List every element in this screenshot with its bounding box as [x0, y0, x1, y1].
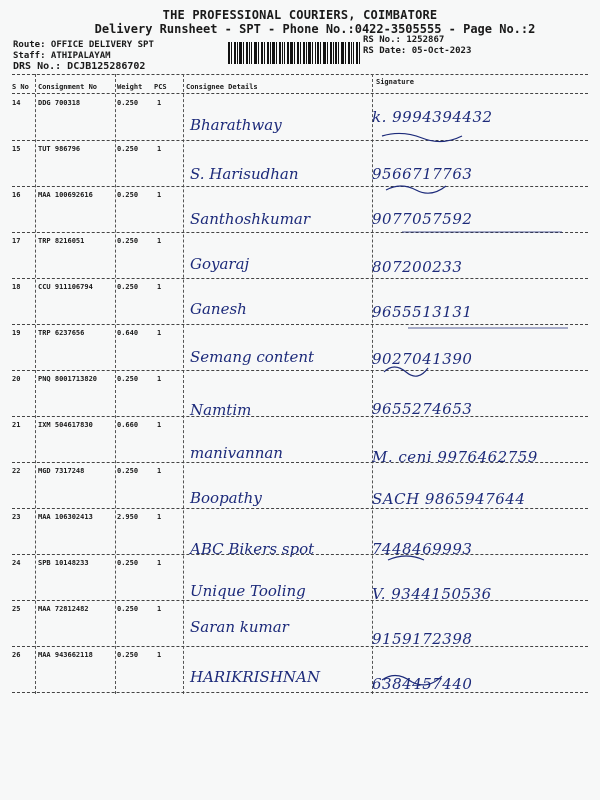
col-signature: Signature	[376, 78, 414, 86]
handwritten-signature: 9027041390	[372, 350, 473, 368]
row-sno: 20	[12, 375, 21, 383]
handwritten-consignee: Santhoshkumar	[190, 210, 311, 228]
handwritten-consignee: Unique Tooling	[190, 582, 306, 600]
row-pcs: 1	[157, 375, 162, 383]
row-consignment: MAA 72812482	[38, 605, 89, 613]
row-pcs: 1	[157, 237, 162, 245]
row-weight: 0.660	[117, 421, 139, 429]
row-weight: 0.250	[117, 375, 139, 383]
row-sno: 14	[12, 99, 21, 107]
row-consignment: TUT 986796	[38, 145, 81, 153]
row-pcs: 1	[157, 99, 162, 107]
handwritten-signature: V. 9344150536	[372, 585, 492, 603]
row-weight: 0.250	[117, 283, 139, 291]
row-consignment: TRP 8216051	[38, 237, 85, 245]
handwritten-signature: 9566717763	[372, 165, 473, 183]
handwritten-consignee: Semang content	[190, 348, 315, 366]
row-sno: 25	[12, 605, 21, 613]
handwritten-signature: M. ceni 9976462759	[372, 448, 538, 466]
handwritten-consignee: Ganesh	[190, 300, 247, 318]
row-sno: 23	[12, 513, 21, 521]
row-pcs: 1	[157, 467, 162, 475]
row-pcs: 1	[157, 283, 162, 291]
row-weight: 0.250	[117, 145, 139, 153]
handwritten-consignee: Saran kumar	[190, 618, 289, 636]
header-bottom-rule	[12, 93, 588, 94]
row-consignment: DDG 700318	[38, 99, 81, 107]
row-pcs: 1	[157, 191, 162, 199]
row-sno: 26	[12, 651, 21, 659]
row-weight: 0.250	[117, 605, 139, 613]
col-consignee: Consignee Details	[186, 83, 258, 91]
barcode	[228, 42, 360, 64]
handwritten-signature: 9159172398	[372, 630, 473, 648]
row-sno: 16	[12, 191, 21, 199]
row-sno: 24	[12, 559, 21, 567]
header-top-rule	[12, 74, 588, 75]
row-pcs: 1	[157, 513, 162, 521]
handwritten-consignee: Boopathy	[190, 489, 262, 507]
row-sno: 19	[12, 329, 21, 337]
handwritten-consignee: Namtim	[190, 401, 252, 419]
handwritten-consignee: S. Harisudhan	[190, 165, 299, 183]
row-pcs: 1	[157, 651, 162, 659]
row-consignment: IXM 504617830	[38, 421, 93, 429]
handwritten-signature: k. 9994394432	[372, 108, 493, 126]
runsheet-subtitle: Delivery Runsheet - SPT - Phone No.:0422-3505555 - Page No.:2	[94, 22, 536, 36]
route-label: Route: OFFICE DELIVERY SPT	[13, 40, 154, 50]
handwritten-signature: 6384457440	[372, 675, 473, 693]
col-weight: Weight	[117, 83, 143, 91]
handwritten-consignee: Bharathway	[190, 116, 282, 134]
row-sno: 18	[12, 283, 21, 291]
row-sno: 17	[12, 237, 21, 245]
staff-label: Staff: ATHIPALAYAM	[13, 51, 111, 61]
row-weight: 0.640	[117, 329, 139, 337]
row-weight: 2.950	[117, 513, 139, 521]
row-pcs: 1	[157, 329, 162, 337]
row-sno: 22	[12, 467, 21, 475]
row-consignment: PNQ 8001713820	[38, 375, 98, 383]
row-consignment: SPB 10148233	[38, 559, 89, 567]
row-weight: 0.250	[117, 237, 139, 245]
row-weight: 0.250	[117, 467, 139, 475]
row-consignment: MAA 943662118	[38, 651, 93, 659]
handwritten-signature: 807200233	[372, 258, 463, 276]
rs-number: RS No.: 1252867	[363, 35, 445, 45]
row-weight: 0.250	[117, 651, 139, 659]
row-sno: 21	[12, 421, 21, 429]
signature-ink-strokes	[372, 100, 592, 700]
handwritten-signature: 9077057592	[372, 210, 473, 228]
row-weight: 0.250	[117, 559, 139, 567]
drs-number: DRS No.: DCJB125286702	[13, 61, 146, 72]
row-pcs: 1	[157, 145, 162, 153]
col-pcs: PCS	[154, 83, 167, 91]
handwritten-consignee: HARIKRISHNAN	[190, 668, 320, 686]
company-title: THE PROFESSIONAL COURIERS, COIMBATORE	[162, 8, 438, 22]
row-consignment: MAA 100692616	[38, 191, 93, 199]
row-consignment: MGD 7317248	[38, 467, 85, 475]
row-consignment: MAA 106302413	[38, 513, 93, 521]
col-consignment: Consignment No	[38, 83, 98, 91]
handwritten-signature: 9655274653	[372, 400, 473, 418]
row-weight: 0.250	[117, 191, 139, 199]
row-consignment: TRP 6237656	[38, 329, 85, 337]
rs-date: RS Date: 05-Oct-2023	[363, 46, 472, 56]
handwritten-consignee: Goyaraj	[190, 255, 250, 273]
row-pcs: 1	[157, 559, 162, 567]
row-sno: 15	[12, 145, 21, 153]
handwritten-consignee: ABC Bikers spot	[190, 540, 315, 558]
handwritten-consignee: manivannan	[190, 444, 283, 462]
handwritten-signature: 7448469993	[372, 540, 473, 558]
row-pcs: 1	[157, 605, 162, 613]
row-weight: 0.250	[117, 99, 139, 107]
row-consignment: CCU 911106794	[38, 283, 93, 291]
col-sno: S No	[12, 83, 29, 91]
handwritten-signature: SACH 9865947644	[372, 490, 526, 508]
handwritten-signature: 9655513131	[372, 303, 473, 321]
row-pcs: 1	[157, 421, 162, 429]
